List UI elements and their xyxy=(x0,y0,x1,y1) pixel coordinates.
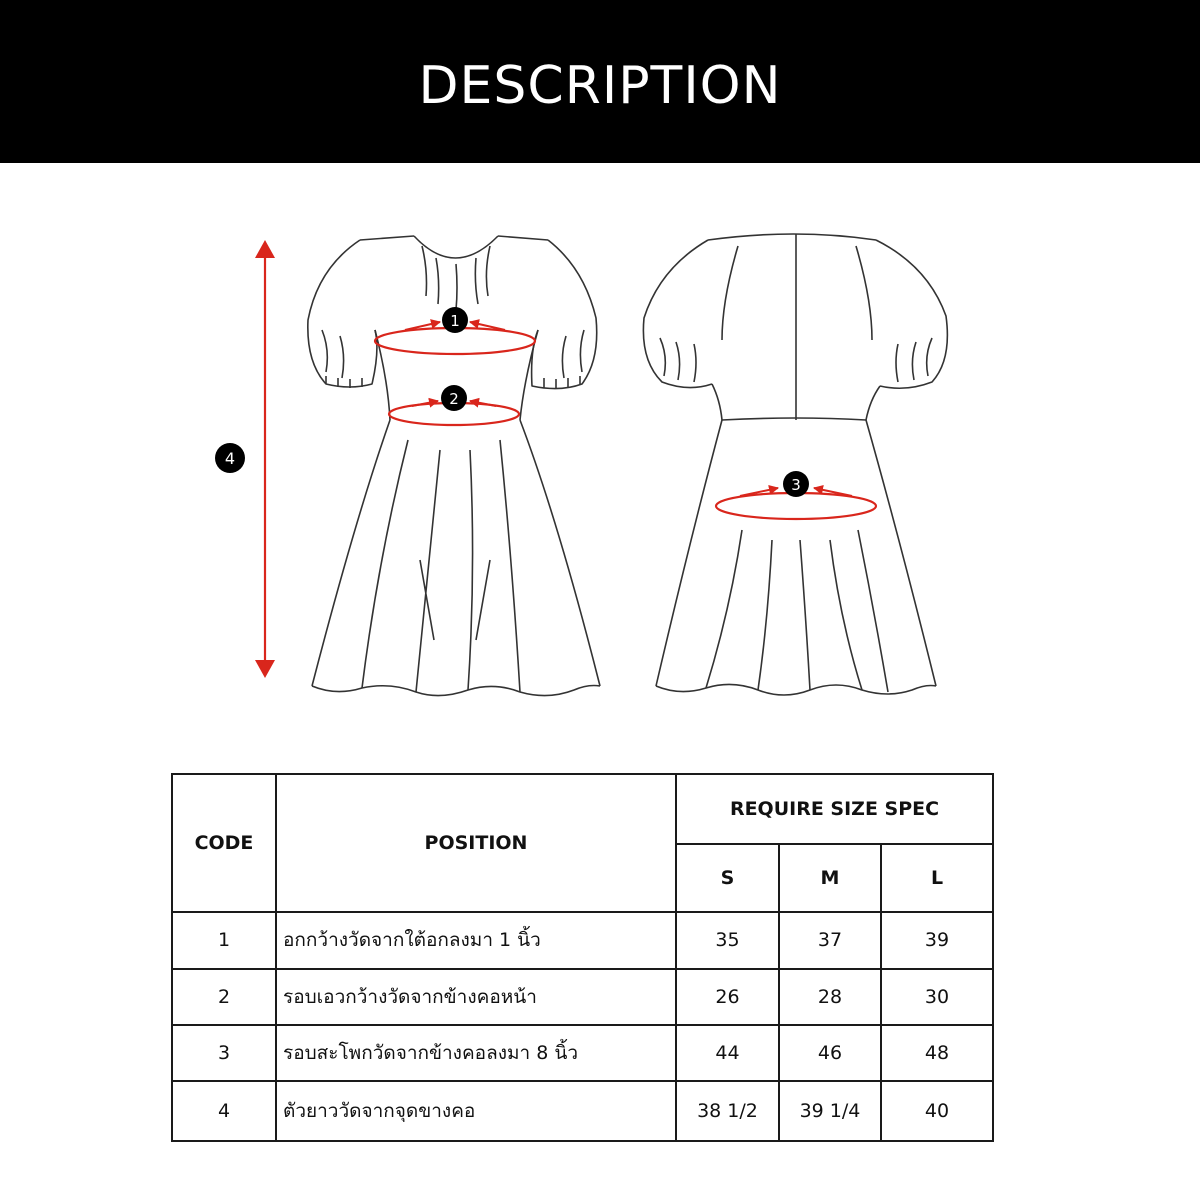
svg-text:2: 2 xyxy=(449,390,459,408)
svg-text:3: 3 xyxy=(791,476,801,494)
marker-3 xyxy=(783,471,809,497)
row-size-l: 48 xyxy=(881,1025,993,1081)
table-row xyxy=(172,912,993,968)
marker-2 xyxy=(441,385,467,411)
row-position: รอบสะโพกวัดจากข้างคอลงมา 8 นิ้ว xyxy=(276,1025,676,1081)
dress-measurement-diagram xyxy=(0,163,1200,763)
marker-1 xyxy=(442,307,468,333)
row-size-m: 39 1/4 xyxy=(779,1081,881,1141)
row-position: ตัวยาววัดจากจุดขางคอ xyxy=(276,1081,676,1141)
page-title: DESCRIPTION xyxy=(418,55,782,116)
length-measure-arrow xyxy=(255,240,275,678)
row-size-s: 35 xyxy=(676,912,779,968)
size-spec-header: REQUIRE SIZE SPEC xyxy=(676,774,993,844)
row-size-s: 26 xyxy=(676,969,779,1025)
row-size-l: 39 xyxy=(881,912,993,968)
table-header-row xyxy=(172,774,993,844)
back-dress-sketch xyxy=(643,234,947,695)
size-l-header: L xyxy=(881,844,993,912)
row-position: อกกว้างวัดจากใต้อกลงมา 1 นิ้ว xyxy=(276,912,676,968)
header-bar xyxy=(0,0,1200,163)
row-size-s: 38 1/2 xyxy=(676,1081,779,1141)
row-size-m: 37 xyxy=(779,912,881,968)
table-row xyxy=(172,969,993,1025)
size-s-header: S xyxy=(676,844,779,912)
front-dress-sketch xyxy=(308,236,600,696)
size-m-header: M xyxy=(779,844,881,912)
row-size-l: 30 xyxy=(881,969,993,1025)
row-position: รอบเอวกว้างวัดจากข้างคอหน้า xyxy=(276,969,676,1025)
svg-text:4: 4 xyxy=(224,449,236,468)
row-size-m: 28 xyxy=(779,969,881,1025)
table-row xyxy=(172,1081,993,1141)
row-code: 2 xyxy=(172,969,276,1025)
row-size-s: 44 xyxy=(676,1025,779,1081)
code-header: CODE xyxy=(172,774,276,912)
size-spec-table xyxy=(171,773,994,1142)
row-code: 4 xyxy=(172,1081,276,1141)
position-header: POSITION xyxy=(276,774,676,912)
row-code: 3 xyxy=(172,1025,276,1081)
table-row xyxy=(172,1025,993,1081)
row-size-l: 40 xyxy=(881,1081,993,1141)
row-size-m: 46 xyxy=(779,1025,881,1081)
row-code: 1 xyxy=(172,912,276,968)
svg-text:1: 1 xyxy=(450,312,460,330)
marker-4 xyxy=(215,443,245,473)
